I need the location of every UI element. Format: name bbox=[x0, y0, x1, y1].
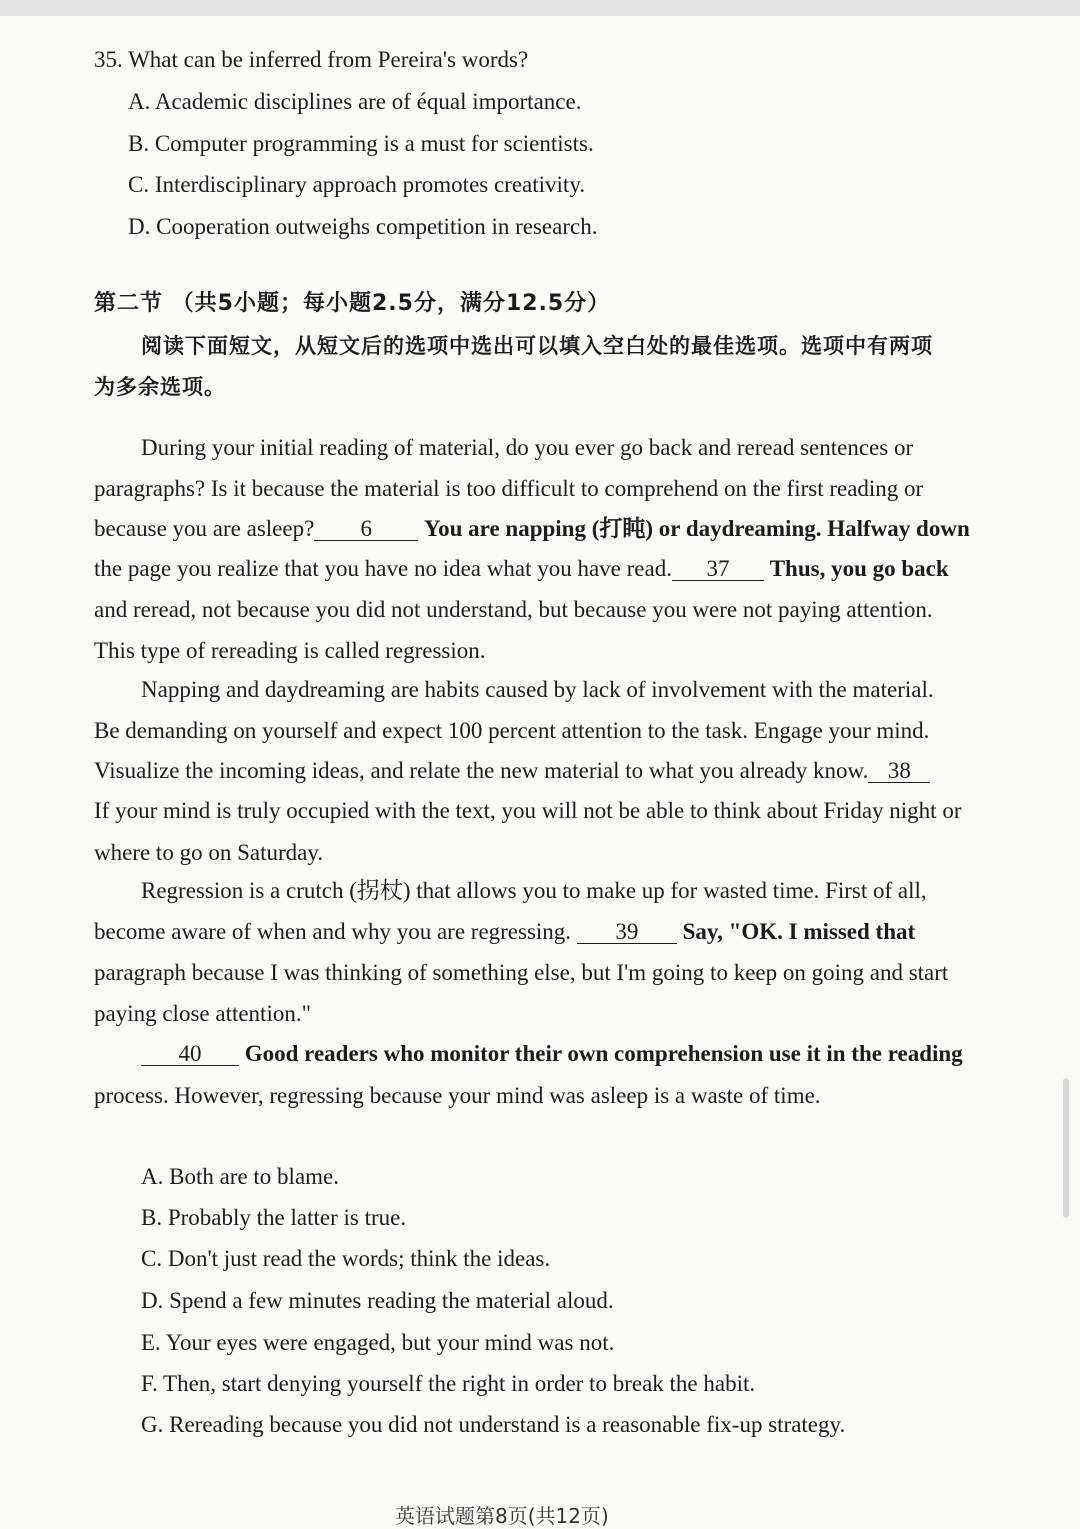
passage-bold-text: Good readers who monitor their own comprehension use it in the reading bbox=[244, 1041, 963, 1066]
page-footer: 英语试题第8页(共12页) bbox=[395, 1504, 609, 1528]
choice-d: D. Spend a few minutes reading the material aloud. bbox=[141, 1288, 614, 1313]
passage-bold-text: Thus, you go back bbox=[769, 556, 949, 581]
passage-line: paragraphs? Is it because the material is too difficult to comprehend on the first reading or bbox=[94, 476, 924, 501]
choice-f: F. Then, start denying yourself the right in order to break the habit. bbox=[141, 1371, 756, 1396]
passage-line: If your mind is truly occupied with the text, you will not be able to think about Friday night or bbox=[94, 798, 962, 823]
blank-38: 38 bbox=[868, 760, 930, 783]
passage-bold-text: You are napping (打盹) or daydreaming. Halfway down bbox=[424, 516, 970, 541]
blank-36: 6 bbox=[314, 518, 418, 541]
passage-text: Visualize the incoming ideas, and relate the new material to what you already know. bbox=[94, 758, 869, 783]
top-strip bbox=[0, 0, 1080, 16]
passage-line: process. However, regressing because your mind was asleep is a waste of time. bbox=[94, 1083, 821, 1108]
passage-line: Napping and daydreaming are habits caused by lack of involvement with the material. bbox=[141, 677, 934, 702]
passage-line: During your initial reading of material, do you ever go back and reread sentences or bbox=[141, 435, 914, 460]
passage-text: become aware of when and why you are regressing. bbox=[94, 919, 572, 944]
passage-line: and reread, not because you did not understand, but because you were not paying attention. bbox=[94, 597, 933, 622]
blank-39: 39 bbox=[577, 921, 677, 944]
passage-line bbox=[94, 917, 915, 947]
question-35-stem: 35. What can be inferred from Pereira's words? bbox=[94, 47, 529, 72]
question-35-option-c: C. Interdisciplinary approach promotes creativity. bbox=[128, 172, 586, 197]
choice-e: E. Your eyes were engaged, but your mind was not. bbox=[141, 1330, 615, 1355]
passage-text: because you are asleep? bbox=[94, 516, 315, 541]
scrollbar[interactable] bbox=[1063, 1078, 1069, 1218]
passage-line: Be demanding on yourself and expect 100 percent attention to the task. Engage your mind. bbox=[94, 718, 930, 743]
passage-bold-text: Say, "OK. I missed that bbox=[682, 919, 916, 944]
section-2-header: 第二节 （共5小题；每小题2.5分，满分12.5分） bbox=[94, 291, 611, 316]
question-35-option-b: B. Computer programming is a must for scientists. bbox=[128, 131, 594, 156]
blank-40: 40 bbox=[141, 1043, 239, 1066]
passage-line: paying close attention." bbox=[94, 1001, 311, 1026]
passage-line bbox=[94, 554, 949, 584]
blank-37: 37 bbox=[672, 558, 764, 581]
question-35-option-d: D. Cooperation outweighs competition in research. bbox=[128, 214, 598, 239]
choice-b: B. Probably the latter is true. bbox=[141, 1205, 407, 1230]
passage-text: the page you realize that you have no idea what you have read. bbox=[94, 556, 672, 581]
passage-line bbox=[141, 1039, 963, 1069]
choice-g: G. Rereading because you did not understand is a reasonable fix-up strategy. bbox=[141, 1412, 846, 1437]
section-2-instruction-line-2: 为多余选项。 bbox=[94, 375, 226, 399]
passage-line: This type of rereading is called regression. bbox=[94, 638, 486, 663]
choice-a: A. Both are to blame. bbox=[141, 1164, 340, 1189]
passage-line: paragraph because I was thinking of something else, but I'm going to keep on going and start bbox=[94, 960, 949, 985]
question-35-option-a: A. Academic disciplines are of équal importance. bbox=[128, 89, 582, 114]
passage-line bbox=[94, 514, 970, 544]
passage-line: Regression is a crutch (拐杖) that allows you to make up for wasted time. First of all, bbox=[141, 878, 927, 903]
passage-line bbox=[94, 756, 930, 786]
choice-c: C. Don't just read the words; think the ideas. bbox=[141, 1246, 551, 1271]
section-2-instruction-line-1: 阅读下面短文，从短文后的选项中选出可以填入空白处的最佳选项。选项中有两项 bbox=[141, 334, 933, 358]
passage-line: where to go on Saturday. bbox=[94, 840, 324, 865]
